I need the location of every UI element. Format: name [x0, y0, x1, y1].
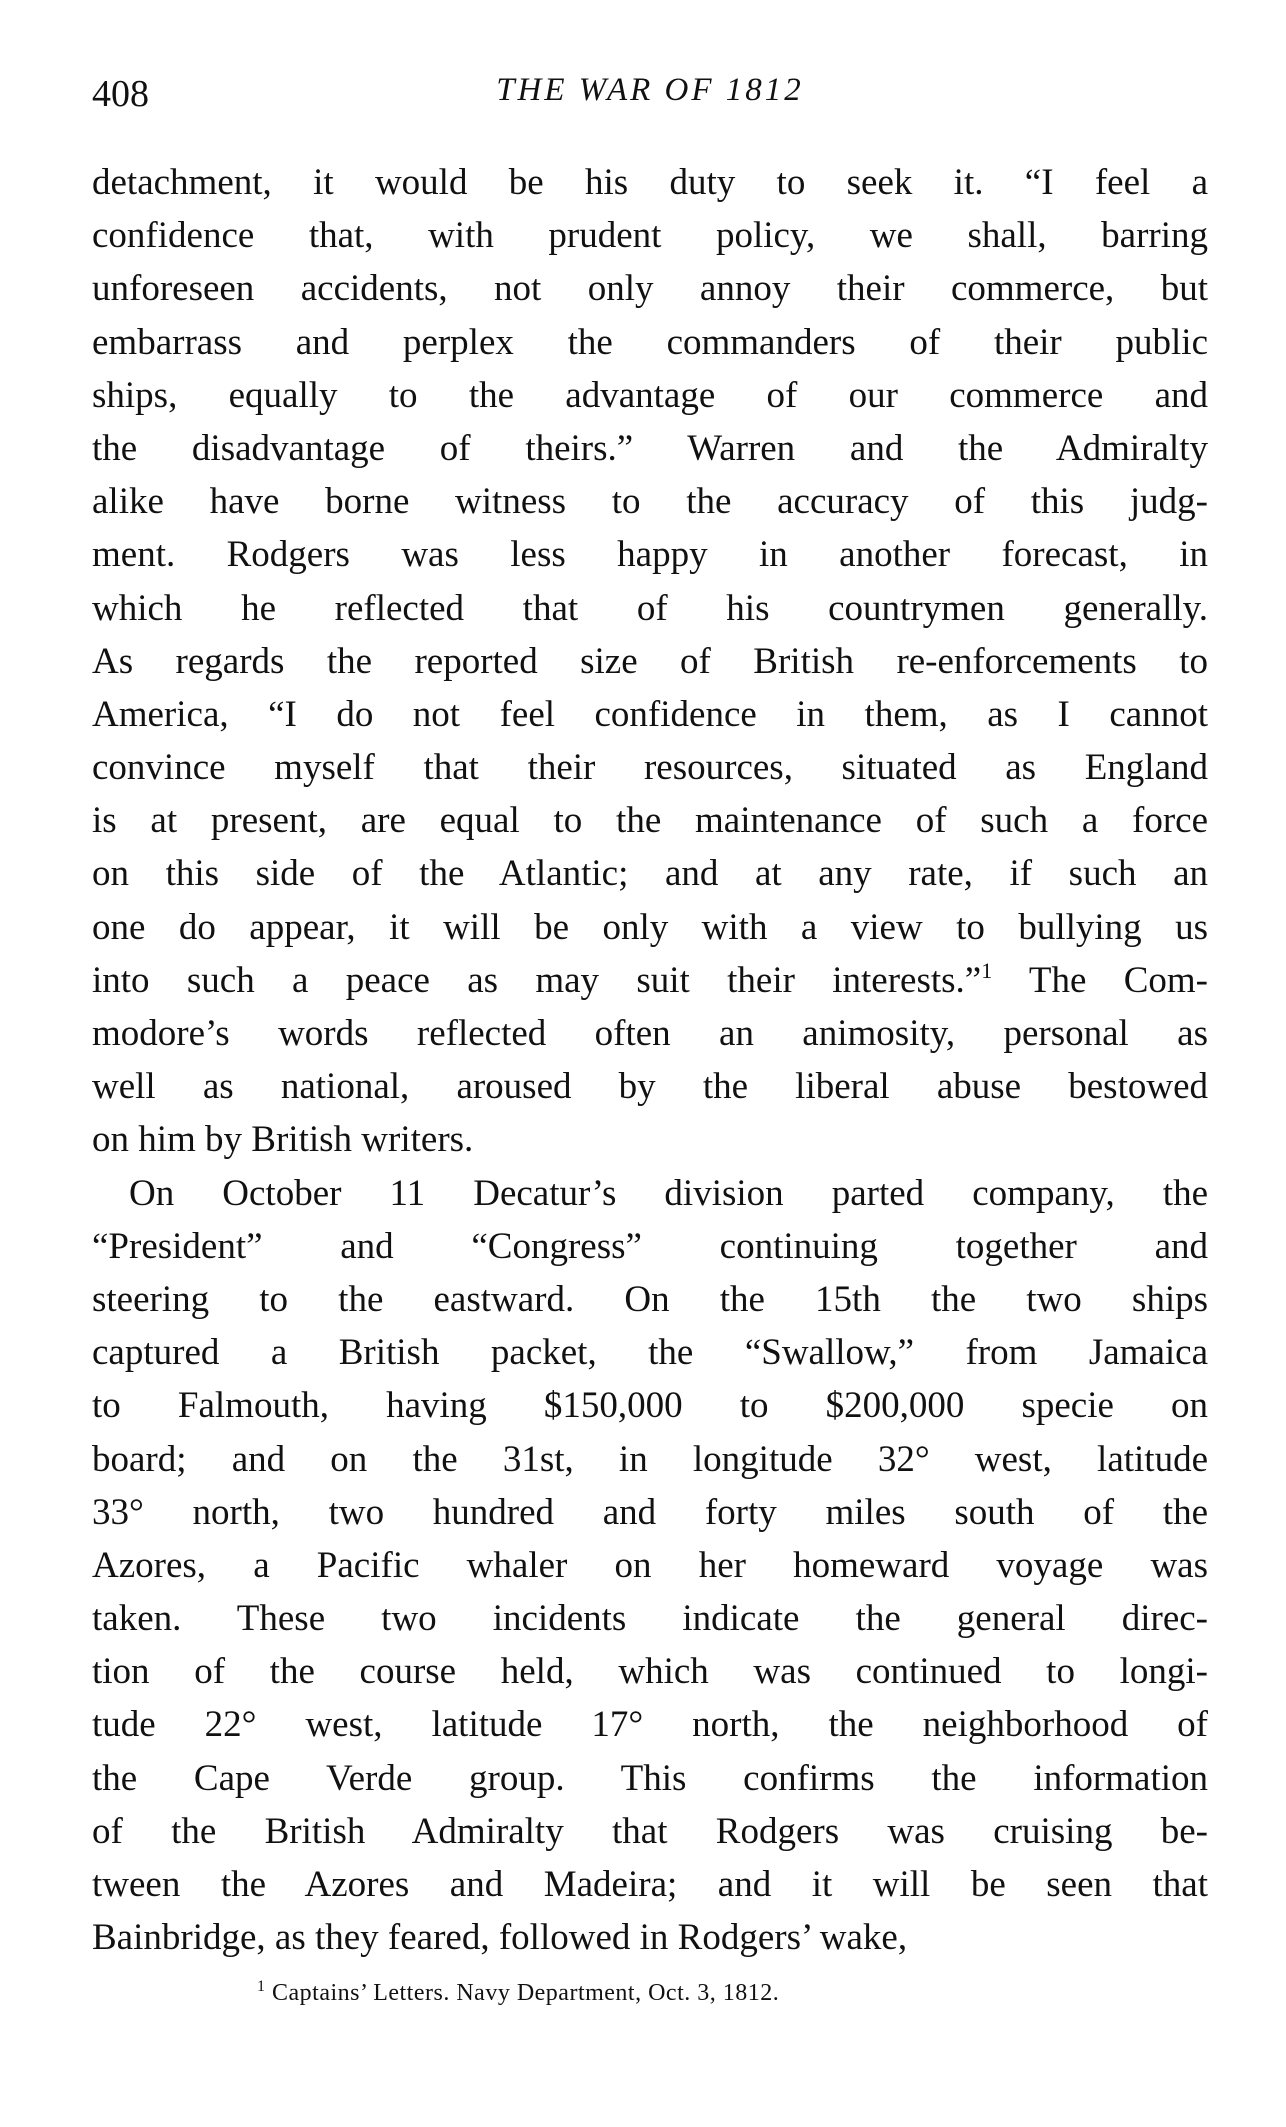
line-text: The Com- — [1028, 959, 1208, 1001]
text-line: “President” and “Congress” continuing together and — [92, 1225, 1208, 1267]
text-line: captured a British packet, the “Swallow,” from Jamaica — [92, 1332, 1208, 1374]
text-line: well as national, aroused by the liberal abuse bestowed — [92, 1066, 1208, 1108]
text-line: ships, equally to the advantage of our commerce and — [92, 374, 1208, 416]
text-line: one do appear, it will be only with a view to bullying us — [92, 906, 1208, 948]
footnote-ref: 1 — [981, 957, 993, 983]
text-line: alike have borne witness to the accuracy of this judg- — [92, 481, 1208, 523]
text-line: is at present, are equal to the maintenance of such a force — [92, 800, 1208, 842]
text-line: the disadvantage of theirs.” Warren and the Admiralty — [92, 427, 1208, 469]
text-line: on him by British writers. — [92, 1119, 474, 1161]
text-line: to Falmouth, having $150,000 to $200,000 specie on — [92, 1385, 1208, 1427]
line-text: into such a peace as may suit their interests.” — [92, 959, 982, 1001]
text-line: tion of the course held, which was continued to longi- — [92, 1651, 1208, 1693]
text-line: tween the Azores and Madeira; and it will be seen that — [92, 1864, 1208, 1905]
text-line: confidence that, with prudent policy, we shall, barring — [92, 215, 1208, 257]
body-text — [92, 156, 1208, 1964]
text-line: On October 11 Decatur’s division parted company, the — [129, 1172, 1208, 1214]
text-line: As regards the reported size of British re-enforcements to — [92, 640, 1208, 682]
text-line: detachment, it would be his duty to seek it. “I feel a — [92, 162, 1208, 203]
text-line: modore’s words reflected often an animosity, personal as — [92, 1013, 1208, 1054]
text-line: Azores, a Pacific whaler on her homeward voyage was — [92, 1544, 1208, 1586]
text-line: of the British Admiralty that Rodgers was cruising be- — [92, 1810, 1208, 1852]
footnote — [257, 1980, 779, 2007]
footnote-marker: 1 — [257, 1978, 266, 1995]
text-line: steering to the eastward. On the 15th the two ships — [92, 1278, 1208, 1320]
text-line: America, “I do not feel confidence in them, as I cannot — [92, 693, 1208, 735]
text-line: ment. Rodgers was less happy in another forecast, in — [92, 534, 1208, 576]
text-line: 33° north, two hundred and forty miles south of the — [92, 1491, 1208, 1533]
text-line: the Cape Verde group. This confirms the information — [92, 1757, 1208, 1799]
running-title: THE WAR OF 1812 — [496, 72, 804, 108]
page-number: 408 — [92, 73, 149, 115]
text-line — [92, 954, 1208, 1007]
text-line: embarrass and perplex the commanders of their public — [92, 321, 1208, 363]
text-line: convince myself that their resources, situated as England — [92, 747, 1208, 789]
text-line: taken. These two incidents indicate the general direc- — [92, 1598, 1208, 1640]
text-line: unforeseen accidents, not only annoy their commerce, but — [92, 268, 1208, 310]
text-line: tude 22° west, latitude 17° north, the neighborhood of — [92, 1704, 1208, 1746]
text-line: board; and on the 31st, in longitude 32° west, latitude — [92, 1438, 1208, 1480]
footnote-text: Captains’ Letters. Navy Department, Oct. 3, 1812. — [272, 1980, 780, 2006]
text-line: on this side of the Atlantic; and at any rate, if such an — [92, 853, 1208, 895]
text-line: Bainbridge, as they feared, followed in Rodgers’ wake, — [92, 1917, 908, 1959]
text-line: which he reflected that of his countrymen generally. — [92, 587, 1208, 629]
